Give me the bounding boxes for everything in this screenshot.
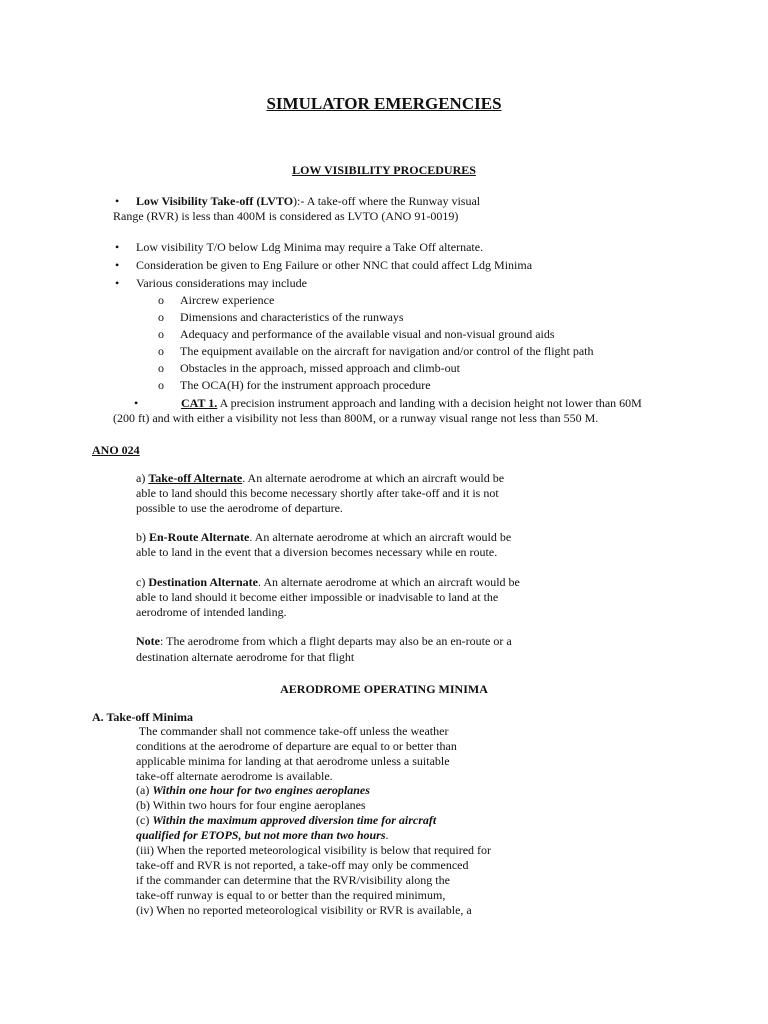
minima-item-c-line-2 (136, 828, 389, 843)
sub-bullet-icon: o (158, 310, 164, 324)
note-line-1 (136, 634, 512, 649)
sub-item: Dimensions and characteristics of the runways (180, 310, 404, 324)
lvto-line-2: Range (RVR) is less than 400M is considered as LVTO (ANO 91-0019) (113, 209, 459, 223)
minima-item-iii-line: take-off and RVR is not reported, a take-off may only be commenced (136, 858, 469, 872)
sub-bullet-icon: o (158, 378, 164, 392)
item-c-end: . (385, 828, 389, 842)
bullet-item: Various considerations may include (136, 276, 307, 290)
sub-item: The equipment available on the aircraft for navigation and/or control of the flight path (180, 344, 594, 358)
sub-item: The OCA(H) for the instrument approach procedure (180, 378, 431, 392)
minima-text-line: The commander shall not commence take-off unless the weather (136, 724, 449, 738)
minima-text-line: applicable minima for landing at that aerodrome unless a suitable (136, 754, 450, 768)
note-term: Note (136, 634, 160, 648)
bullet-icon: • (115, 240, 120, 254)
minima-text-line: take-off alternate aerodrome is available. (136, 769, 333, 783)
sub-item: Adequacy and performance of the available visual and non-visual ground aids (180, 327, 555, 341)
takeoff-alternate-line-1 (136, 471, 504, 486)
enroute-alternate-line-1 (136, 530, 511, 545)
lvto-def: :- A take-off where the Runway visual (297, 194, 481, 208)
cat1-term: CAT 1. (181, 396, 218, 410)
minima-item-b: (b) Within two hours for four engine aeroplanes (136, 798, 366, 812)
takeoff-alternate-def: . An alternate aerodrome at which an aircraft would be (242, 471, 505, 485)
bullet-item: Consideration be given to Eng Failure or other NNC that could affect Ldg Minima (136, 258, 533, 272)
minima-item-iv-line: (iv) When no reported meteorological visibility or RVR is available, a (136, 903, 472, 917)
bullet-icon: • (115, 194, 120, 208)
minima-item-iii-line: take-off runway is equal to or better than the required minimum, (136, 888, 446, 902)
item-c-text-2: qualified for ETOPS, but not more than two hours (136, 828, 386, 842)
lvp-heading: LOW VISIBILITY PROCEDURES (292, 163, 476, 177)
item-prefix: b) (136, 530, 149, 544)
enroute-alternate-def: . An alternate aerodrome at which an aircraft would be (249, 530, 512, 544)
takeoff-alternate-line-3: possible to use the aerodrome of departure. (136, 501, 343, 515)
sub-bullet-icon: o (158, 327, 164, 341)
minima-text-line: conditions at the aerodrome of departure are equal to or better than (136, 739, 457, 753)
takeoff-minima-subheading: A. Take-off Minima (92, 710, 194, 724)
minima-item-iii-line: if the commander can determine that the RVR/visibility along the (136, 873, 450, 887)
lvto-close: ) (293, 194, 298, 208)
item-prefix: c) (136, 575, 149, 589)
lvto-line-1 (136, 194, 480, 209)
lvto-term: Low Visibility Take-off (LVTO (136, 194, 294, 208)
cat1-line-2: (200 ft) and with either a visibility not less than 800M, or a runway visual range not less than 550 M. (113, 411, 599, 425)
minima-heading: AERODROME OPERATING MINIMA (280, 682, 488, 696)
minima-item-iii-line: (iii) When the reported meteorological visibility is below that required for (136, 843, 492, 857)
minima-item-a (136, 783, 370, 798)
note-def: : The aerodrome from which a flight departs may also be an en-route or a (160, 634, 512, 648)
bullet-item: Low visibility T/O below Ldg Minima may require a Take Off alternate. (136, 240, 484, 254)
bullet-icon: • (115, 276, 120, 290)
bullet-icon: • (115, 258, 120, 272)
destination-alternate-line-3: aerodrome of intended landing. (136, 605, 287, 619)
item-prefix: (a) (136, 783, 153, 797)
destination-alternate-term: Destination Alternate (148, 575, 258, 589)
item-c-text: Within the maximum approved diversion time for aircraft (152, 813, 437, 827)
enroute-alternate-line-2: able to land in the event that a diversion becomes necessary while en route. (136, 545, 498, 559)
takeoff-alternate-term: Take-off Alternate (148, 471, 243, 485)
destination-alternate-def: . An alternate aerodrome at which an aircraft would be (257, 575, 520, 589)
takeoff-alternate-line-2: able to land should this become necessary shortly after take-off and it is not (136, 486, 499, 500)
item-prefix: (c) (136, 813, 153, 827)
sub-bullet-icon: o (158, 361, 164, 375)
sub-bullet-icon: o (158, 344, 164, 358)
sub-item: Aircrew experience (180, 293, 275, 307)
minima-item-c-line-1 (136, 813, 436, 828)
bullet-icon: • (134, 396, 139, 410)
sub-item: Obstacles in the approach, missed approach and climb-out (180, 361, 460, 375)
ano-heading: ANO 024 (92, 443, 140, 457)
enroute-alternate-term: En-Route Alternate (149, 530, 250, 544)
cat1-line-1 (181, 396, 642, 411)
item-a-text: Within one hour for two engines aeroplanes (152, 783, 370, 797)
destination-alternate-line-2: able to land should it become either impossible or inadvisable to land at the (136, 590, 499, 604)
cat1-def: A precision instrument approach and landing with a decision height not lower than 60M (217, 396, 642, 410)
page-title: SIMULATOR EMERGENCIES (266, 94, 502, 113)
destination-alternate-line-1 (136, 575, 520, 590)
sub-bullet-icon: o (158, 293, 164, 307)
item-prefix: a) (136, 471, 149, 485)
note-line-2: destination alternate aerodrome for that flight (136, 650, 355, 664)
